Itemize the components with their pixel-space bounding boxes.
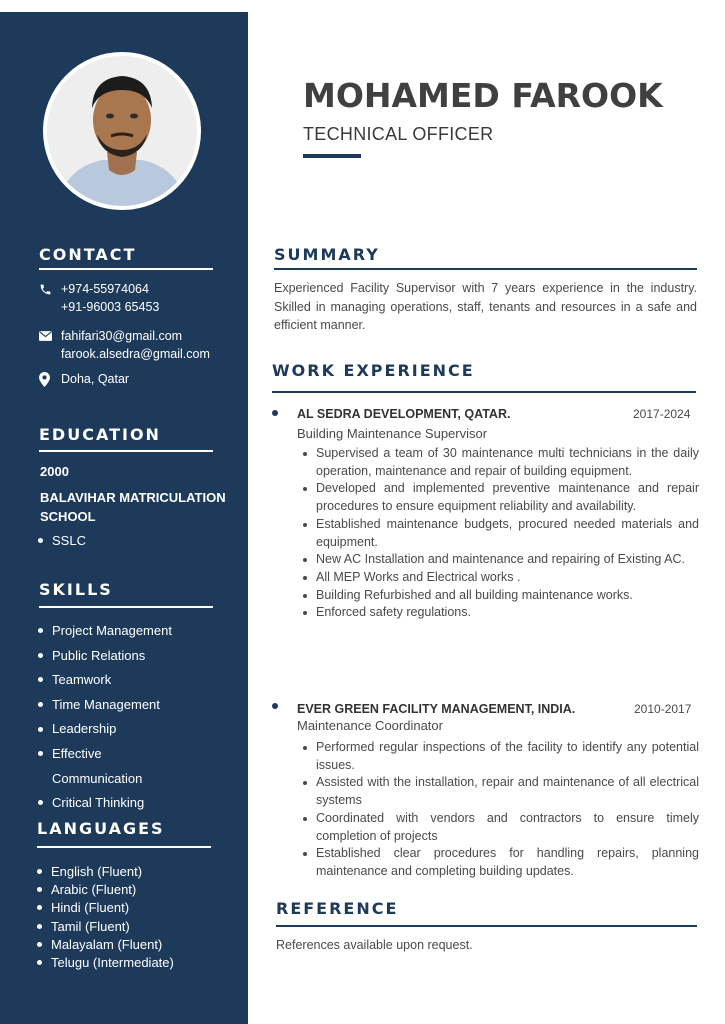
email-row	[39, 327, 210, 363]
location-text: Doha, Qatar	[61, 372, 130, 386]
candidate-name: MOHAMED FAROOK	[303, 76, 663, 115]
qualification-item: SSLC	[36, 532, 86, 550]
education-heading: EDUCATION	[39, 425, 161, 444]
education-divider	[39, 450, 213, 452]
language-item: Tamil (Fluent)	[35, 918, 174, 936]
job-dates: 2010-2017	[634, 702, 692, 716]
skills-heading: SKILLS	[39, 580, 113, 599]
summary-heading: SUMMARY	[274, 245, 380, 264]
duty-item: Established clear procedures for handling repairs, planning maintenance and completing building updates.	[300, 845, 699, 880]
duty-item: All MEP Works and Electrical works .	[300, 569, 699, 587]
duty-item: New AC Installation and maintenance and repairing of Existing AC.	[300, 551, 699, 569]
duty-item: Established maintenance budgets, procured needed materials and equipment.	[300, 516, 699, 551]
language-item: Hindi (Fluent)	[35, 899, 174, 917]
skill-item: Project Management	[36, 619, 172, 644]
reference-heading: REFERENCE	[276, 899, 399, 918]
work-experience-divider	[272, 391, 696, 393]
location-row	[39, 370, 129, 388]
duty-item: Developed and implemented preventive maintenance and repair procedures to ensure equipment reliability and availability.	[300, 480, 699, 515]
profile-photo	[43, 52, 201, 210]
email-icon	[39, 327, 61, 345]
education-qualifications	[36, 532, 86, 550]
duty-item: Building Refurbished and all building maintenance works.	[300, 587, 699, 605]
job-company: EVER GREEN FACILITY MANAGEMENT, INDIA.	[297, 702, 576, 716]
duty-item: Coordinated with vendors and contractors to ensure timely completion of projects	[300, 810, 699, 845]
job-duties-list	[300, 445, 699, 622]
job-role: Maintenance Coordinator	[297, 718, 443, 733]
work-experience-heading: WORK EXPERIENCE	[272, 361, 475, 380]
job-bullet	[272, 703, 278, 709]
contact-divider	[39, 268, 213, 270]
language-item: English (Fluent)	[35, 863, 174, 881]
title-accent-bar	[303, 154, 361, 158]
summary-text: Experienced Facility Supervisor with 7 years experience in the industry. Skilled in managing operations, staff, tenants and resources in a safe and efficient manner.	[274, 281, 697, 332]
reference-text: References available upon request.	[276, 938, 473, 952]
skill-item: Time Management	[36, 693, 172, 718]
skill-item: Critical Thinking	[36, 791, 172, 816]
contact-heading: CONTACT	[39, 245, 137, 264]
location-pin-icon	[39, 370, 61, 388]
education-school: BALAVIHAR MATRICULATION SCHOOL	[40, 490, 226, 524]
language-item: Malayalam (Fluent)	[35, 936, 174, 954]
phone-row	[39, 280, 159, 316]
reference-divider	[276, 925, 697, 927]
language-item: Arabic (Fluent)	[35, 881, 174, 899]
languages-divider	[37, 846, 211, 848]
summary-divider	[274, 268, 697, 270]
job-dates: 2017-2024	[633, 407, 691, 421]
duty-item: Enforced safety regulations.	[300, 604, 699, 622]
job-title: TECHNICAL OFFICER	[303, 124, 494, 144]
phone-number[interactable]: +974-55974064	[61, 282, 149, 296]
skill-item: Effective	[36, 742, 172, 767]
phone-number[interactable]: +91-96003 65453	[61, 300, 160, 314]
job-company: AL SEDRA DEVELOPMENT, QATAR.	[297, 407, 511, 421]
skill-item: Leadership	[36, 717, 172, 742]
phone-icon	[39, 280, 61, 298]
duty-item: Performed regular inspections of the facility to identify any potential issues.	[300, 739, 699, 774]
duty-item: Assisted with the installation, repair and maintenance of all electrical systems	[300, 774, 699, 809]
languages-list	[35, 863, 174, 972]
email-address[interactable]: farook.alsedra@gmail.com	[61, 347, 210, 361]
job-bullet	[272, 410, 278, 416]
skill-item: Teamwork	[36, 668, 172, 693]
languages-heading: LANGUAGES	[37, 819, 165, 838]
skills-list	[36, 619, 172, 816]
duty-item: Supervised a team of 30 maintenance multi technicians in the daily operation, maintenance and repair of building equipment.	[300, 445, 699, 480]
skill-item-continuation: Communication	[52, 770, 143, 786]
education-year: 2000	[40, 464, 69, 479]
email-address[interactable]: fahifari30@gmail.com	[61, 329, 183, 343]
skills-divider	[39, 606, 213, 608]
skill-item: Public Relations	[36, 644, 172, 669]
job-role: Building Maintenance Supervisor	[297, 426, 488, 441]
language-item: Telugu (Intermediate)	[35, 954, 174, 972]
job-duties-list	[300, 739, 699, 881]
profile-photo-illustration	[47, 56, 197, 206]
